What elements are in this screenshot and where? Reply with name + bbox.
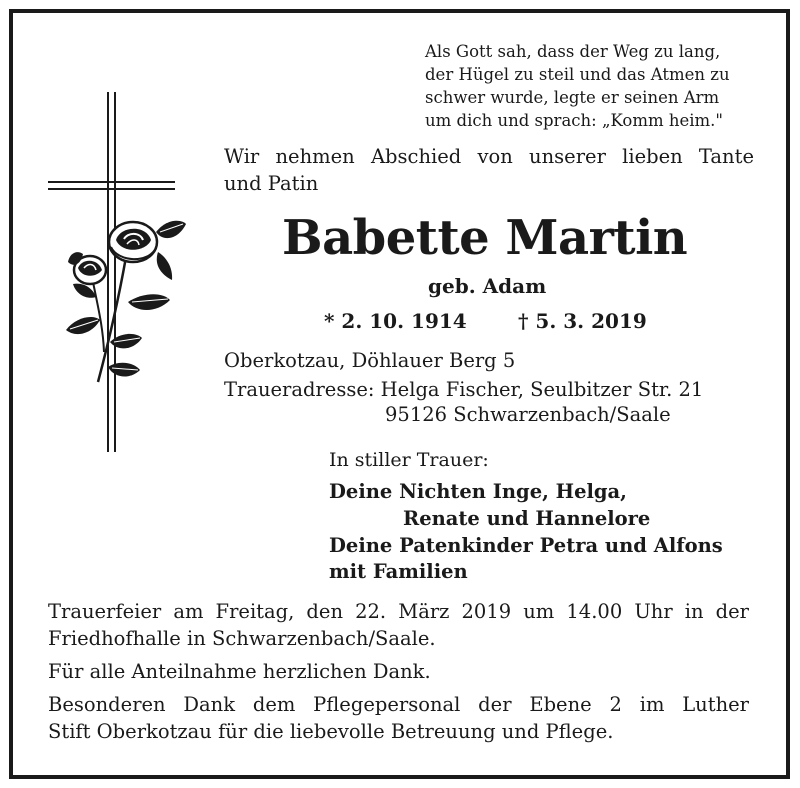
- mourner-line: mit Familien: [329, 560, 468, 583]
- mourning-address: Traueradresse: Helga Fischer, Seulbitzer Str. 21: [224, 378, 704, 401]
- mourner-line: Renate und Hannelore: [403, 507, 651, 530]
- poem: [425, 40, 765, 132]
- cross-with-rose-icon: [48, 92, 188, 452]
- intro-line: Wir nehmen Abschied von unserer lieben Tante: [224, 145, 754, 168]
- rose-icon: [109, 222, 157, 262]
- deceased-name: Babette Martin: [282, 210, 688, 266]
- mourning-label: In stiller Trauer:: [329, 449, 489, 471]
- birth-date: * 2. 10. 1914: [324, 309, 467, 333]
- intro-text: [224, 143, 754, 197]
- poem-line: schwer wurde, legte er seinen Arm: [425, 88, 720, 107]
- birth-name: geb. Adam: [428, 274, 547, 298]
- service-line: Friedhofhalle in Schwarzenbach/Saale.: [48, 627, 436, 650]
- service-info: [48, 598, 749, 652]
- mourner-line: Deine Nichten Inge, Helga,: [329, 480, 627, 503]
- poem-line: der Hügel zu steil und das Atmen zu: [425, 65, 730, 84]
- special-thanks-line: Stift Oberkotzau für die liebevolle Betreuung und Pflege.: [48, 720, 614, 743]
- mourner-line: Deine Patenkinder Petra und Alfons: [329, 534, 723, 557]
- poem-line: Als Gott sah, dass der Weg zu lang,: [425, 42, 721, 61]
- special-thanks-line: Besonderen Dank dem Pflegepersonal der Ebene 2 im Luther: [48, 693, 749, 716]
- intro-line: und Patin: [224, 172, 319, 195]
- residence-address: Oberkotzau, Döhlauer Berg 5: [224, 349, 516, 372]
- special-thanks: [48, 691, 749, 745]
- service-line: Trauerfeier am Freitag, den 22. März 2019 um 14.00 Uhr in der: [48, 600, 749, 623]
- mourning-address-city: 95126 Schwarzenbach/Saale: [385, 403, 671, 426]
- poem-line: um dich und sprach: „Komm heim.": [425, 111, 724, 130]
- death-date: † 5. 3. 2019: [518, 309, 647, 333]
- thanks-text: Für alle Anteilnahme herzlichen Dank.: [48, 660, 431, 683]
